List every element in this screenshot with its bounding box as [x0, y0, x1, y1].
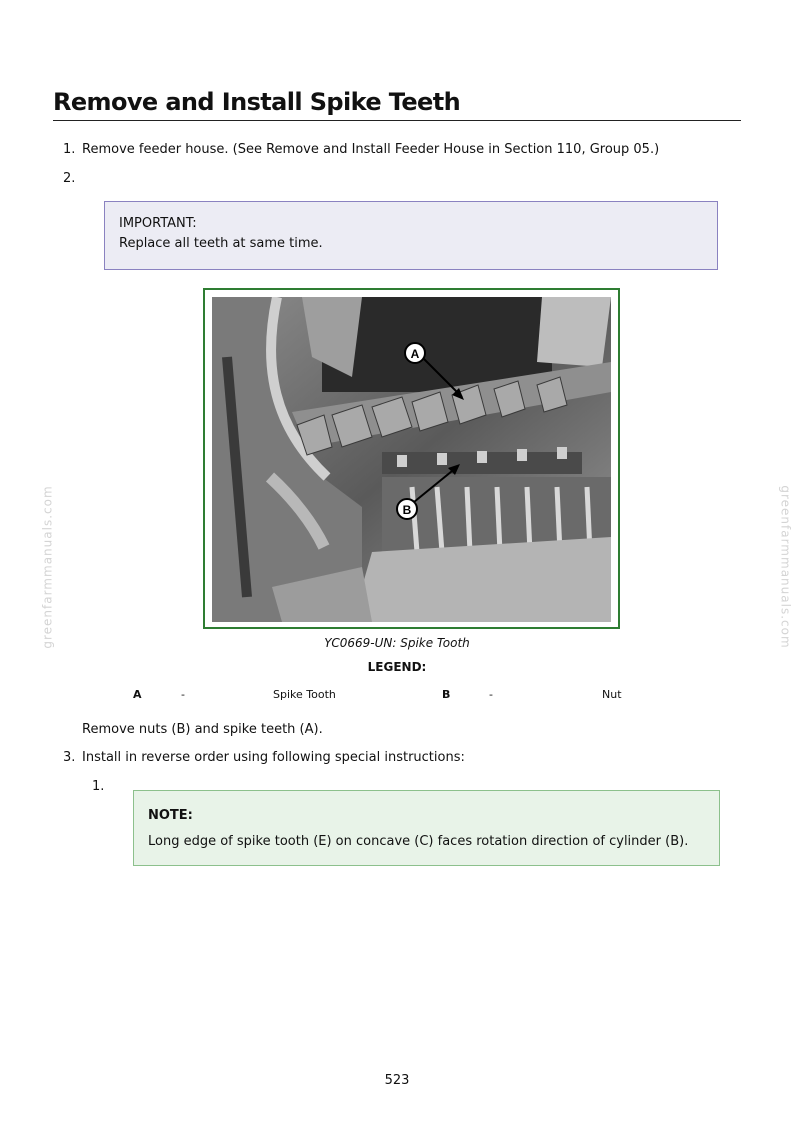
page-title: Remove and Install Spike Teeth: [53, 88, 741, 121]
callout-a-label: A: [410, 347, 420, 361]
note-heading: NOTE:: [148, 808, 193, 823]
step-3-text: Install in reverse order using following special instructions:: [82, 750, 465, 765]
step-1-number: 1.: [63, 142, 76, 157]
legend-label-a: Spike Tooth: [273, 688, 336, 701]
important-text: Replace all teeth at same time.: [119, 236, 323, 251]
step-2-number: 2.: [63, 171, 76, 186]
step-1-text: Remove feeder house. (See Remove and Install Feeder House in Section 110, Group 05.): [82, 142, 660, 157]
legend-dash-a: -: [181, 688, 185, 701]
callout-b-label: B: [402, 503, 412, 517]
legend-dash-b: -: [489, 688, 493, 701]
important-box: [104, 201, 718, 270]
spike-tooth-photo: [212, 297, 611, 622]
page-number: 523: [384, 1073, 410, 1088]
step-3-number: 3.: [63, 750, 76, 765]
legend-key-a: A: [133, 688, 142, 701]
legend-key-b: B: [442, 688, 451, 701]
watermark-left: greenfarmmanuals.com: [40, 485, 55, 649]
legend-label-b: Nut: [602, 688, 622, 701]
spike-tooth-figure: [203, 288, 620, 629]
note-text: Long edge of spike tooth (E) on concave (C) faces rotation direction of cylinder (B).: [148, 834, 689, 849]
remove-instruction: Remove nuts (B) and spike teeth (A).: [82, 722, 323, 737]
legend-title: LEGEND:: [367, 660, 427, 674]
substep-1-number: 1.: [92, 779, 105, 794]
watermark-right: greenfarmmanuals.com: [778, 485, 793, 649]
figure-caption: YC0669-UN: Spike Tooth: [324, 636, 470, 650]
important-heading: IMPORTANT:: [119, 216, 197, 231]
note-box: [133, 790, 720, 866]
